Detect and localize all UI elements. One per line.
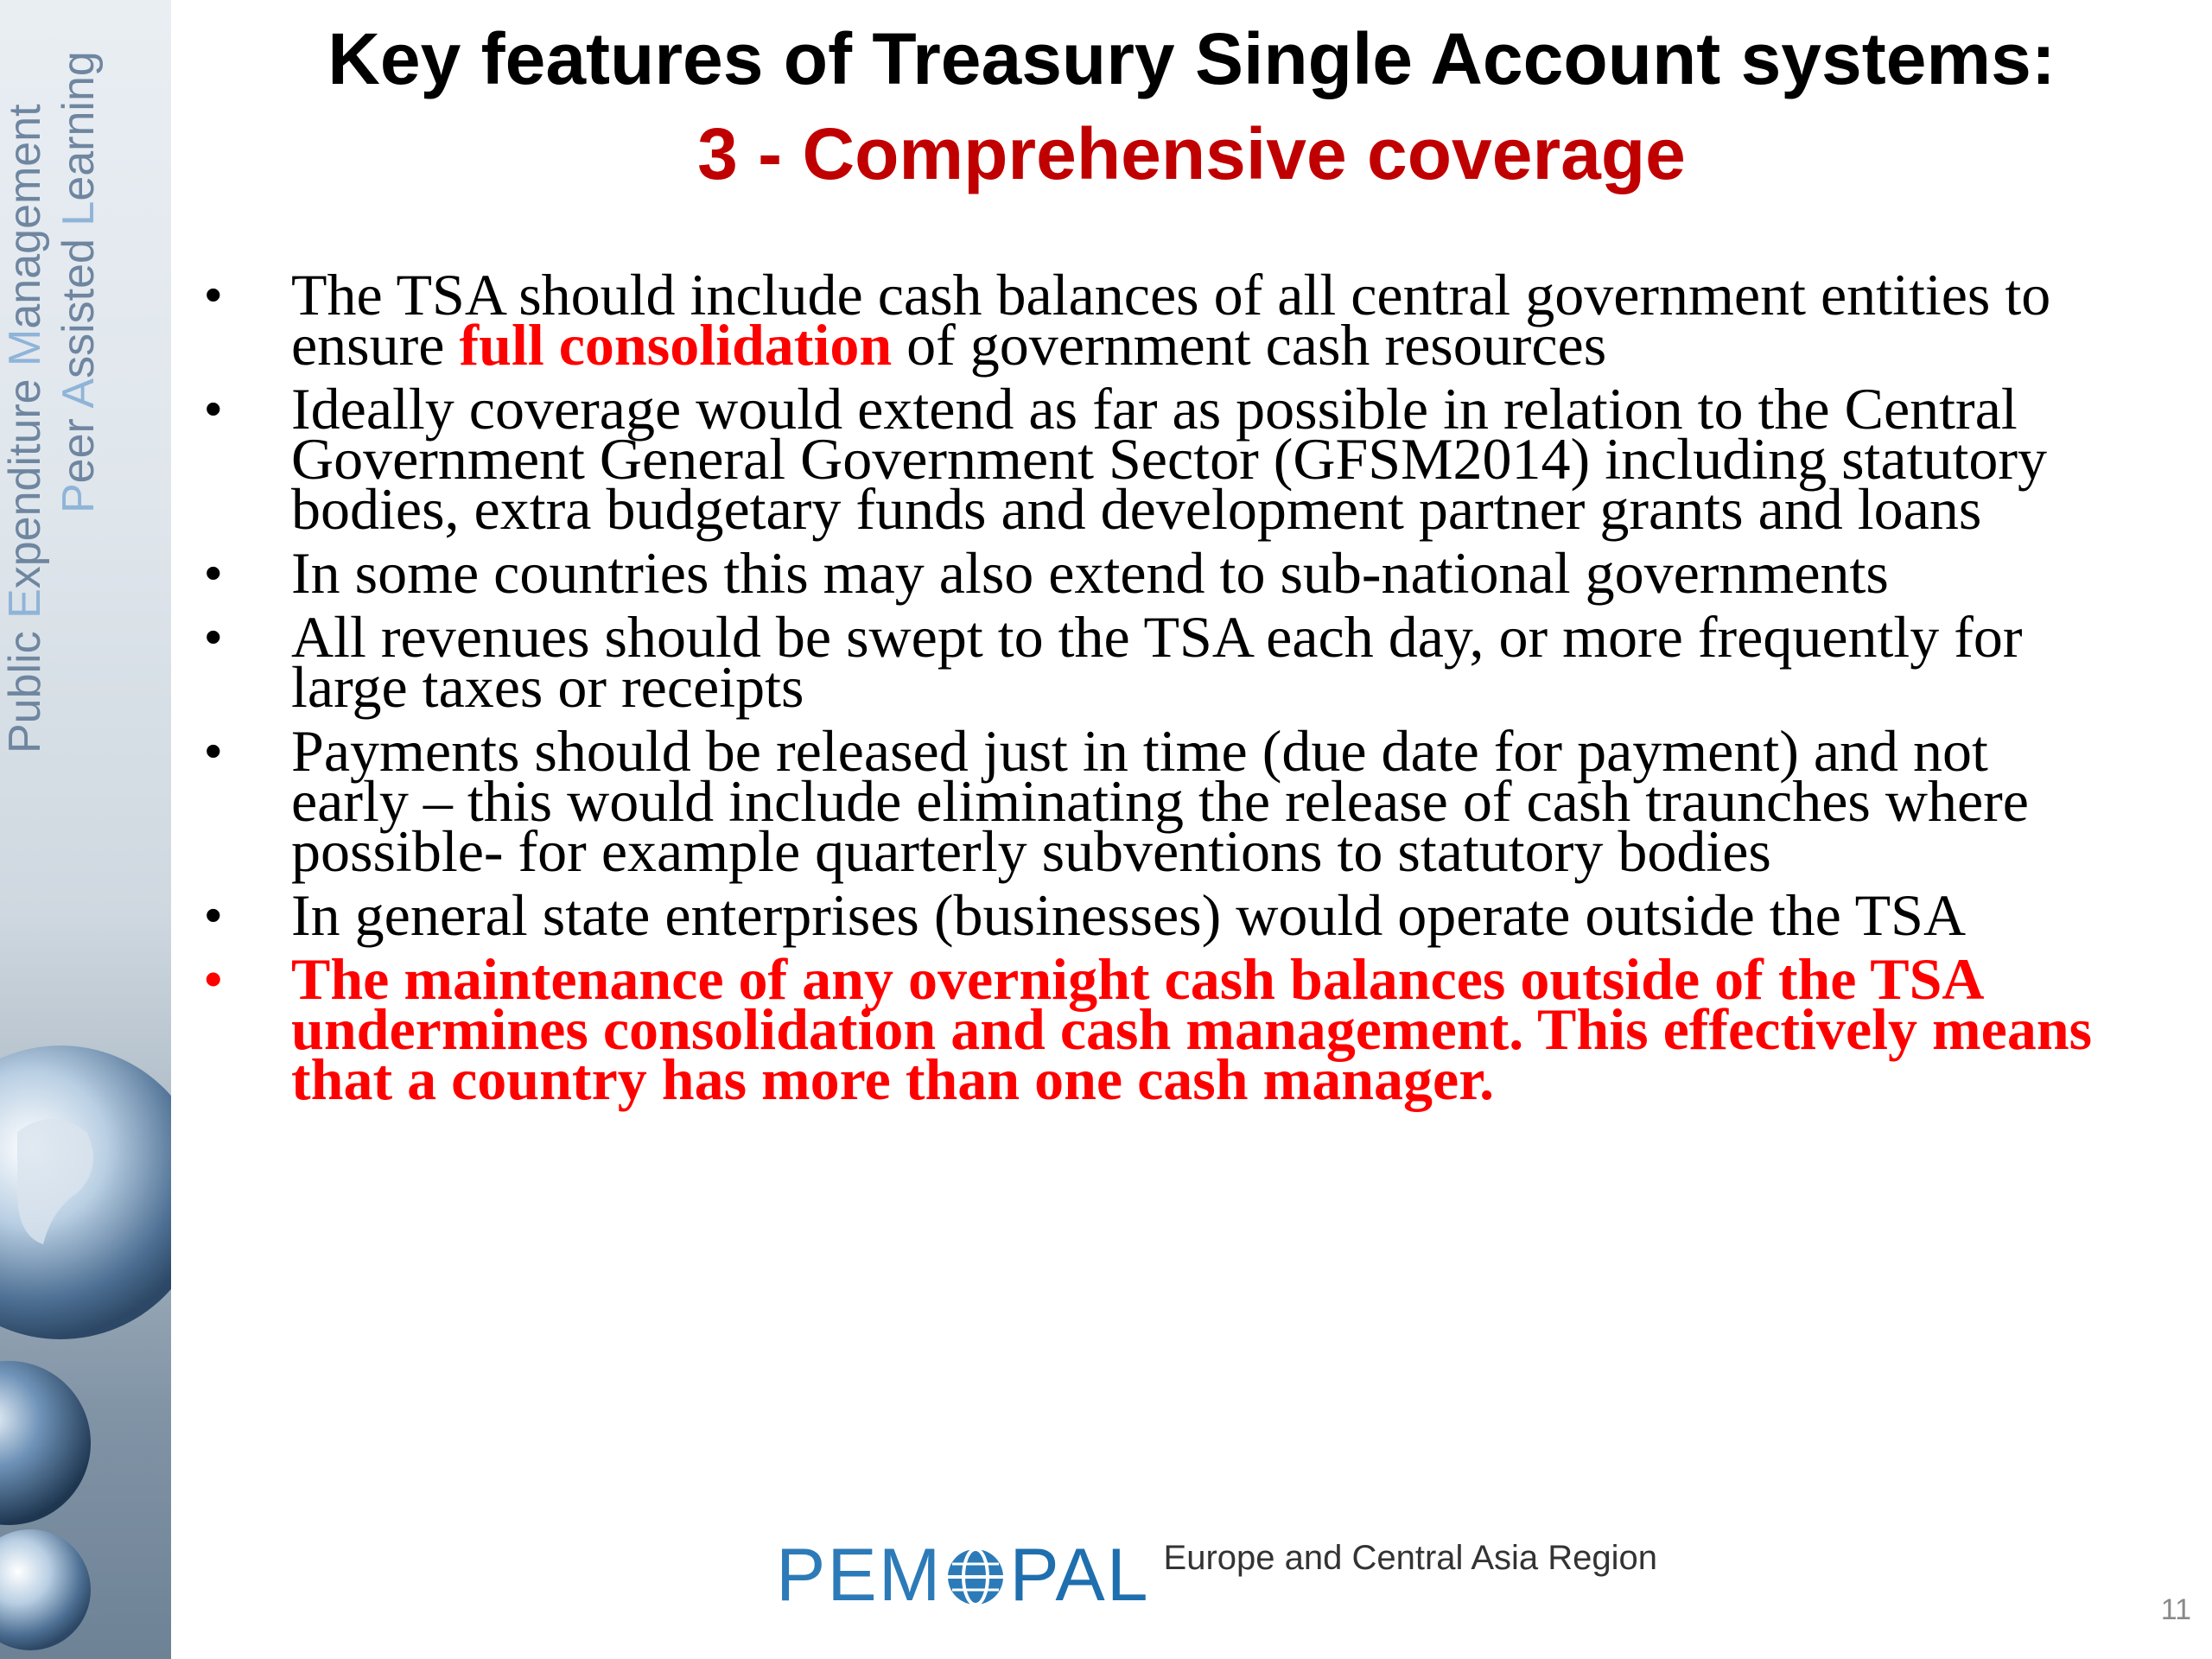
bullet-dot: • — [205, 267, 222, 321]
globe-small — [0, 1529, 91, 1650]
bullet-item — [194, 604, 2104, 720]
sidebar-text-part: eer — [54, 408, 104, 484]
sidebar-accent-letter: E — [0, 588, 50, 619]
bullet-dot: • — [205, 545, 222, 600]
sidebar-accent-letter: M — [0, 328, 50, 366]
globe-medium — [0, 1361, 91, 1525]
bullet-text: All revenues should be swept to the TSA each day, or more frequently for large taxes or receipts — [291, 604, 2023, 720]
bullet-dot: • — [205, 951, 222, 1006]
slide-title: Key features of Treasury Single Account systems: — [327, 18, 2056, 99]
sidebar-vertical-text — [0, 0, 171, 760]
pempal-logo — [776, 1534, 1658, 1617]
bullet-text: Ideally coverage would extend as far as possible in relation to the Central Government General Government Sector (GFSM2014) including statutory bodies, extra budgetary funds and development partner grants and loans — [291, 376, 2048, 542]
sidebar-text-part: Public — [0, 618, 50, 753]
slide-subtitle: 3 - Comprehensive coverage — [697, 113, 1686, 194]
bullet-dot: • — [205, 887, 222, 942]
bullet-text: The TSA should include cash balances of all central government entities to ensure — [291, 262, 2051, 378]
side-decoration-band — [0, 0, 171, 1659]
sidebar-text-line1 — [0, 104, 50, 753]
bullet-dot: • — [205, 381, 222, 435]
bullet-item — [194, 718, 2104, 884]
bullet-text: of government cash resources — [892, 312, 1607, 378]
bullet-item — [194, 540, 2104, 606]
sidebar-text-part: xpenditure — [0, 365, 50, 589]
logo-text-left: PEM — [776, 1534, 943, 1617]
bullet-text: The maintenance of any overnight cash balances outside of the TSA undermines consolidation and cash management. This effectively means that a country has more than one cash manager. — [291, 946, 2093, 1112]
region-label: Europe and Central Asia Region — [1163, 1539, 1658, 1577]
bullet-item — [194, 376, 2104, 542]
bullet-dot: • — [205, 723, 222, 778]
bullet-item — [194, 882, 2104, 948]
bullet-text: In some countries this may also extend to sub-national governments — [291, 540, 1889, 606]
sidebar-text-part: ssisted — [54, 226, 104, 378]
sidebar-text-part: earning — [54, 51, 104, 201]
sidebar-accent-letter: L — [54, 200, 104, 226]
logo-text-right: PAL — [1009, 1534, 1150, 1617]
globes-decoration — [0, 985, 171, 1659]
bullet-dot: • — [205, 609, 222, 664]
highlight-text: full consolidation — [459, 312, 893, 378]
sidebar-accent-letter: A — [54, 378, 104, 409]
bullet-text: Payments should be released just in time (due date for payment) and not early – this would include eliminating the release of cash traunches where possible- for example quarterly subventions to statutory bodies — [291, 718, 2029, 884]
bullet-item-emphasis — [194, 946, 2104, 1112]
sidebar-text-line2 — [54, 51, 104, 513]
bullet-list — [194, 262, 2104, 1118]
bullet-item — [194, 262, 2104, 378]
page-number: 11 — [2160, 1593, 2191, 1626]
sidebar-accent-letter: P — [54, 483, 104, 513]
globe-icon — [945, 1547, 1006, 1607]
sidebar-text-part: anagement — [0, 104, 50, 329]
bullet-text: In general state enterprises (businesses) would operate outside the TSA — [291, 882, 1967, 948]
